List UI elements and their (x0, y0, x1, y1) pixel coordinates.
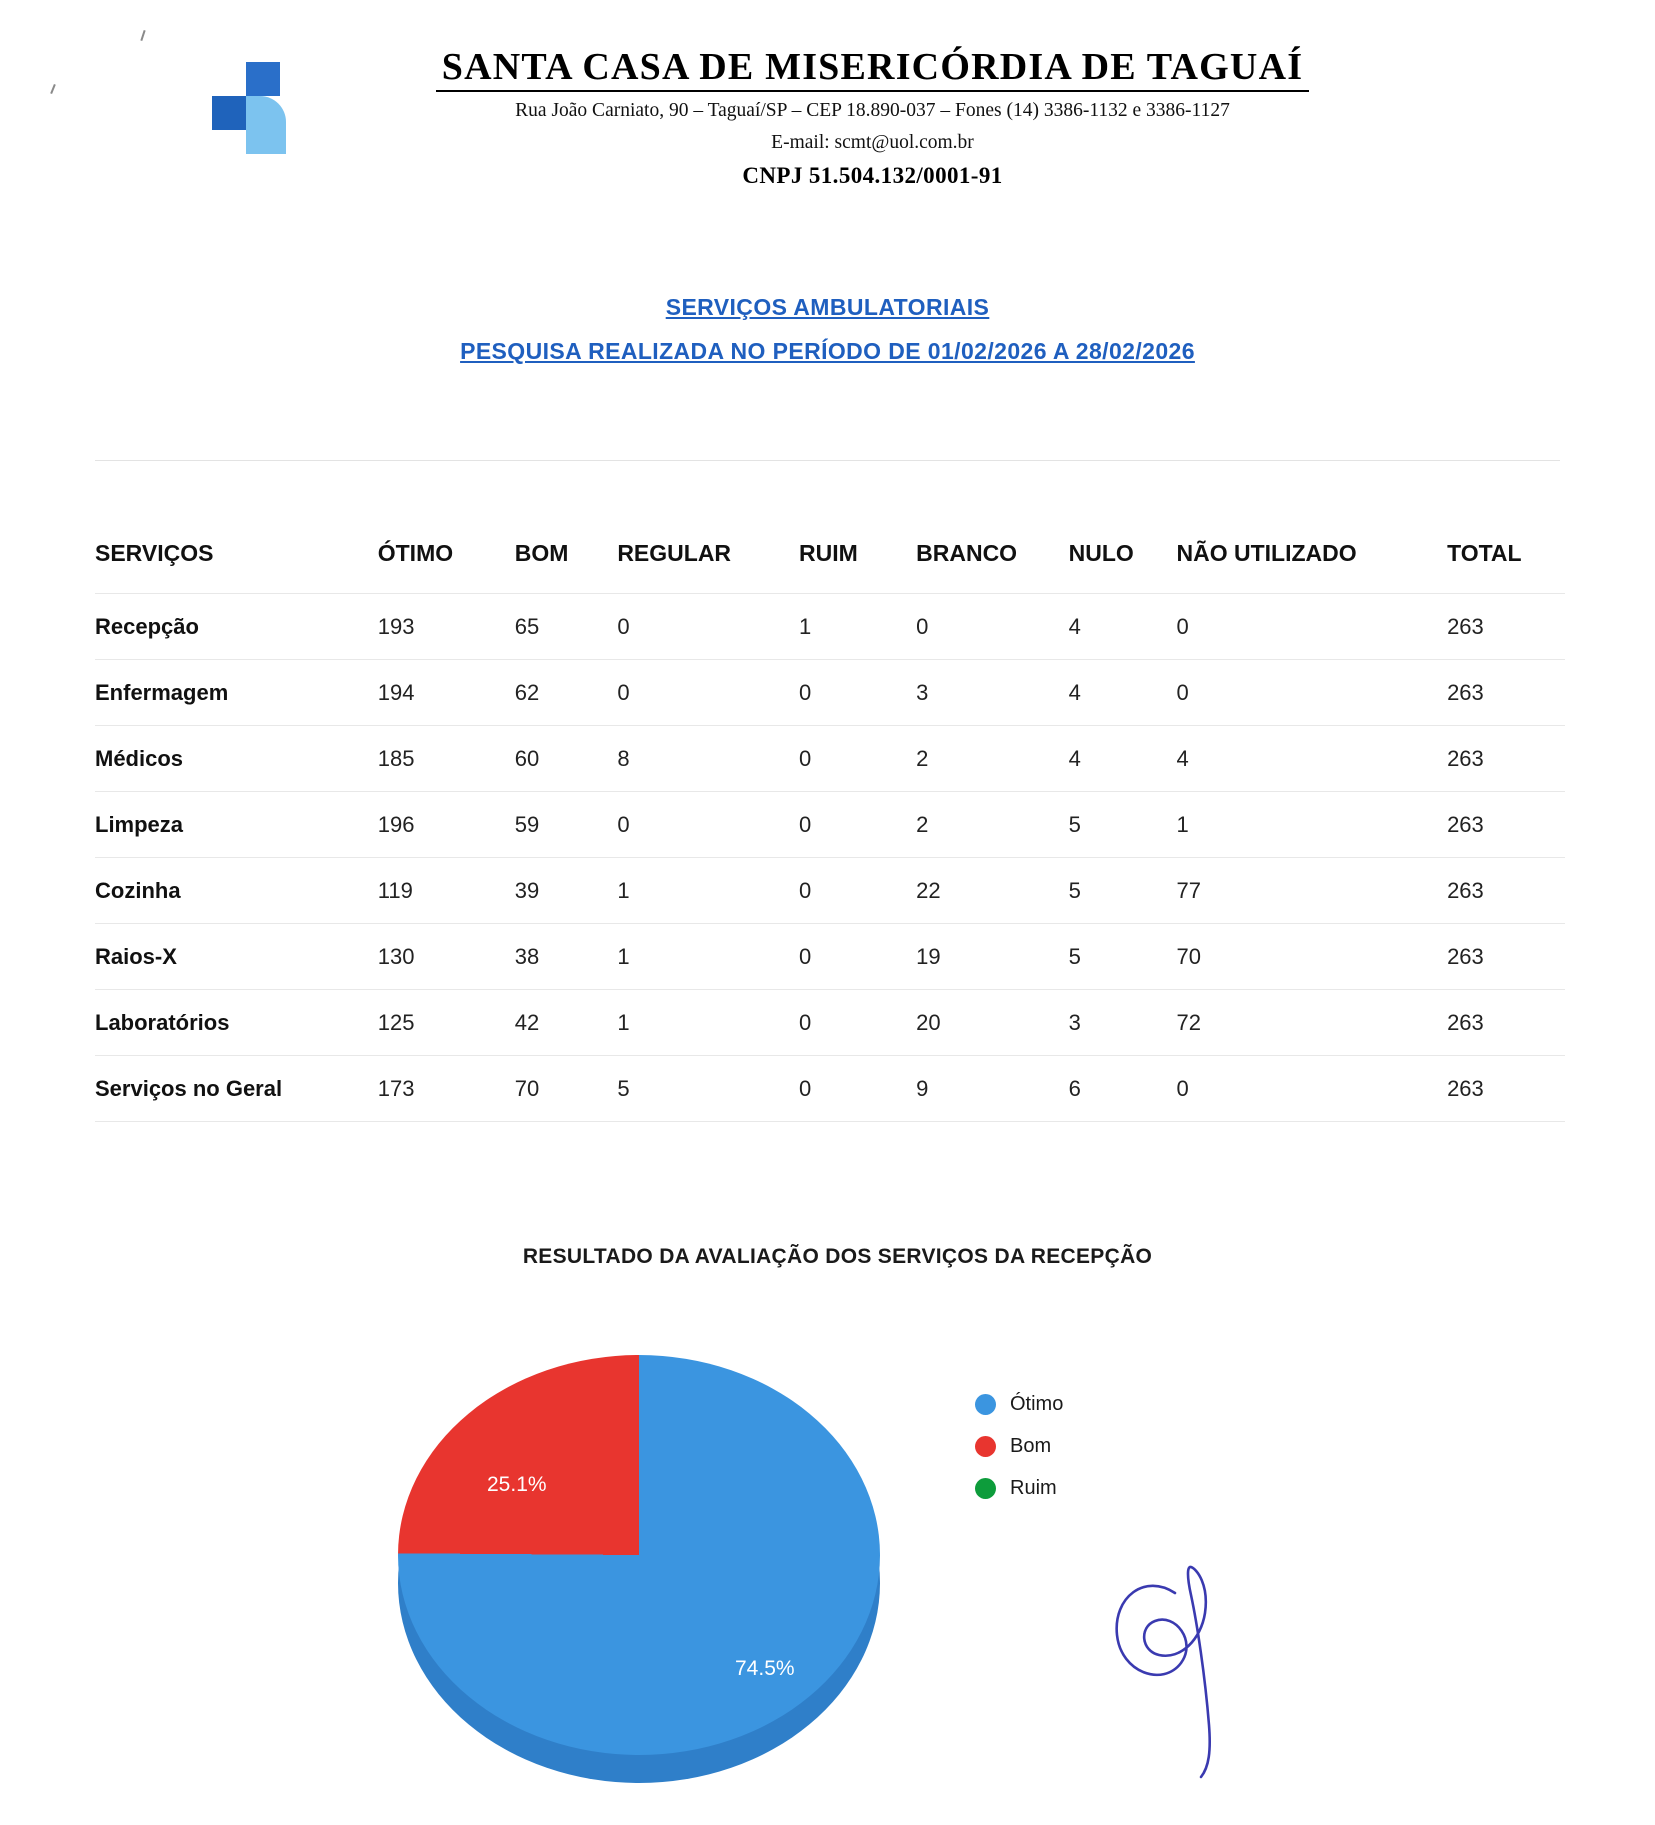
report-titles (0, 286, 1655, 373)
cell-otimo: 173 (378, 1056, 515, 1122)
cell-regular: 0 (617, 792, 799, 858)
column-header-bom: BOM (514, 540, 569, 566)
table-row (95, 792, 1565, 858)
results-table (95, 540, 1565, 1122)
cell-regular: 0 (617, 594, 799, 660)
legend-item-bom (975, 1435, 1063, 1458)
cell-total: 263 (1447, 990, 1565, 1056)
legend-label-bom: Bom (1010, 1435, 1052, 1457)
table-row (95, 990, 1565, 1056)
handwritten-signature (1105, 1555, 1265, 1785)
cell-servico: Recepção (95, 594, 378, 660)
table-row (95, 594, 1565, 660)
table-row (95, 1056, 1565, 1122)
cell-regular: 5 (617, 1056, 799, 1122)
column-header-nulo: NULO (1068, 540, 1134, 566)
results-table-container (95, 540, 1565, 1122)
cell-regular: 1 (617, 924, 799, 990)
chart-legend (975, 1393, 1063, 1519)
cell-total: 263 (1447, 792, 1565, 858)
legend-dot-icon (975, 1478, 996, 1499)
cell-nao-utilizado: 1 (1177, 792, 1448, 858)
legend-dot-icon (975, 1436, 996, 1457)
chart-title: RESULTADO DA AVALIAÇÃO DOS SERVIÇOS DA RECEPÇÃO (522, 1245, 1153, 1268)
cell-nulo: 5 (1069, 792, 1177, 858)
cell-nao-utilizado: 4 (1177, 726, 1448, 792)
table-header-row (95, 540, 1565, 594)
legend-label-ruim: Ruim (1010, 1477, 1057, 1499)
cell-nao-utilizado: 0 (1177, 594, 1448, 660)
legend-dot-icon (975, 1394, 996, 1415)
cell-nao-utilizado: 0 (1177, 1056, 1448, 1122)
report-title-period: PESQUISA REALIZADA NO PERÍODO DE 01/02/2026 A 28/02/2026 (460, 337, 1195, 364)
pie-slices (398, 1355, 880, 1755)
cell-ruim: 0 (799, 990, 916, 1056)
cell-servico: Limpeza (95, 792, 378, 858)
cell-total: 263 (1447, 726, 1565, 792)
cell-otimo: 125 (378, 990, 515, 1056)
organization-address: Rua João Carniato, 90 – Taguaí/SP – CEP 18.890-037 – Fones (14) 3386-1132 e 3386-1127 (515, 99, 1230, 121)
cell-nao-utilizado: 70 (1177, 924, 1448, 990)
pie-chart-block (0, 1245, 1655, 1825)
cell-regular: 0 (617, 660, 799, 726)
organization-email: E-mail: scmt@uol.com.br (771, 132, 974, 154)
santa-casa-logo-icon (212, 62, 304, 154)
cell-nulo: 5 (1069, 924, 1177, 990)
document-header (0, 0, 1655, 208)
cell-otimo: 193 (378, 594, 515, 660)
cell-ruim: 0 (799, 660, 916, 726)
cell-servico: Cozinha (95, 858, 378, 924)
cell-otimo: 119 (378, 858, 515, 924)
cell-bom: 62 (515, 660, 618, 726)
pie-label-otimo: 74.5% (735, 1657, 795, 1680)
organization-cnpj: CNPJ 51.504.132/0001-91 (742, 162, 1003, 188)
cell-nulo: 4 (1069, 594, 1177, 660)
cell-regular: 1 (617, 990, 799, 1056)
cell-branco: 3 (916, 660, 1068, 726)
cell-otimo: 194 (378, 660, 515, 726)
cell-nao-utilizado: 0 (1177, 660, 1448, 726)
cell-branco: 19 (916, 924, 1068, 990)
column-header-otimo: ÓTIMO (377, 540, 454, 566)
cell-bom: 59 (515, 792, 618, 858)
pie-label-bom: 25.1% (487, 1473, 547, 1496)
cell-servico: Serviços no Geral (95, 1056, 378, 1122)
table-row (95, 858, 1565, 924)
cell-nulo: 6 (1069, 1056, 1177, 1122)
organization-name: SANTA CASA DE MISERICÓRDIA DE TAGUAÍ (436, 48, 1309, 92)
cell-nulo: 4 (1069, 660, 1177, 726)
cell-total: 263 (1447, 858, 1565, 924)
cell-otimo: 196 (378, 792, 515, 858)
cell-regular: 1 (617, 858, 799, 924)
cell-bom: 70 (515, 1056, 618, 1122)
cell-total: 263 (1447, 1056, 1565, 1122)
cell-branco: 20 (916, 990, 1068, 1056)
column-header-branco: BRANCO (916, 540, 1018, 566)
cell-bom: 39 (515, 858, 618, 924)
report-title-primary: SERVIÇOS AMBULATORIAIS (665, 294, 990, 320)
cell-total: 263 (1447, 594, 1565, 660)
cell-otimo: 185 (378, 726, 515, 792)
cell-total: 263 (1447, 924, 1565, 990)
cell-bom: 38 (515, 924, 618, 990)
cell-servico: Médicos (95, 726, 378, 792)
table-row (95, 726, 1565, 792)
cell-branco: 2 (916, 726, 1068, 792)
column-header-ruim: RUIM (798, 540, 858, 566)
cell-nao-utilizado: 77 (1177, 858, 1448, 924)
cell-nulo: 4 (1069, 726, 1177, 792)
cell-nulo: 3 (1069, 990, 1177, 1056)
column-header-servicos: SERVIÇOS (95, 540, 214, 566)
cell-bom: 60 (515, 726, 618, 792)
cell-otimo: 130 (378, 924, 515, 990)
cell-branco: 2 (916, 792, 1068, 858)
cell-total: 263 (1447, 660, 1565, 726)
table-row (95, 660, 1565, 726)
header-divider (95, 460, 1560, 461)
column-header-total: TOTAL (1447, 540, 1522, 566)
cell-servico: Raios-X (95, 924, 378, 990)
cell-nao-utilizado: 72 (1177, 990, 1448, 1056)
cell-ruim: 1 (799, 594, 916, 660)
cell-ruim: 0 (799, 726, 916, 792)
cell-servico: Laboratórios (95, 990, 378, 1056)
legend-item-otimo (975, 1393, 1063, 1416)
legend-item-ruim (975, 1477, 1063, 1500)
cell-ruim: 0 (799, 924, 916, 990)
pie-chart (398, 1355, 880, 1785)
cell-branco: 9 (916, 1056, 1068, 1122)
table-row (95, 924, 1565, 990)
legend-label-otimo: Ótimo (1010, 1393, 1064, 1415)
cell-ruim: 0 (799, 792, 916, 858)
pie-chart-area (0, 1305, 1655, 1825)
cell-nulo: 5 (1069, 858, 1177, 924)
cell-bom: 65 (515, 594, 618, 660)
cell-branco: 0 (916, 594, 1068, 660)
cell-regular: 8 (617, 726, 799, 792)
cell-ruim: 0 (799, 858, 916, 924)
cell-servico: Enfermagem (95, 660, 378, 726)
cell-ruim: 0 (799, 1056, 916, 1122)
column-header-nao-utilizado: NÃO UTILIZADO (1176, 540, 1357, 566)
column-header-regular: REGULAR (617, 540, 732, 566)
cell-bom: 42 (515, 990, 618, 1056)
cell-branco: 22 (916, 858, 1068, 924)
